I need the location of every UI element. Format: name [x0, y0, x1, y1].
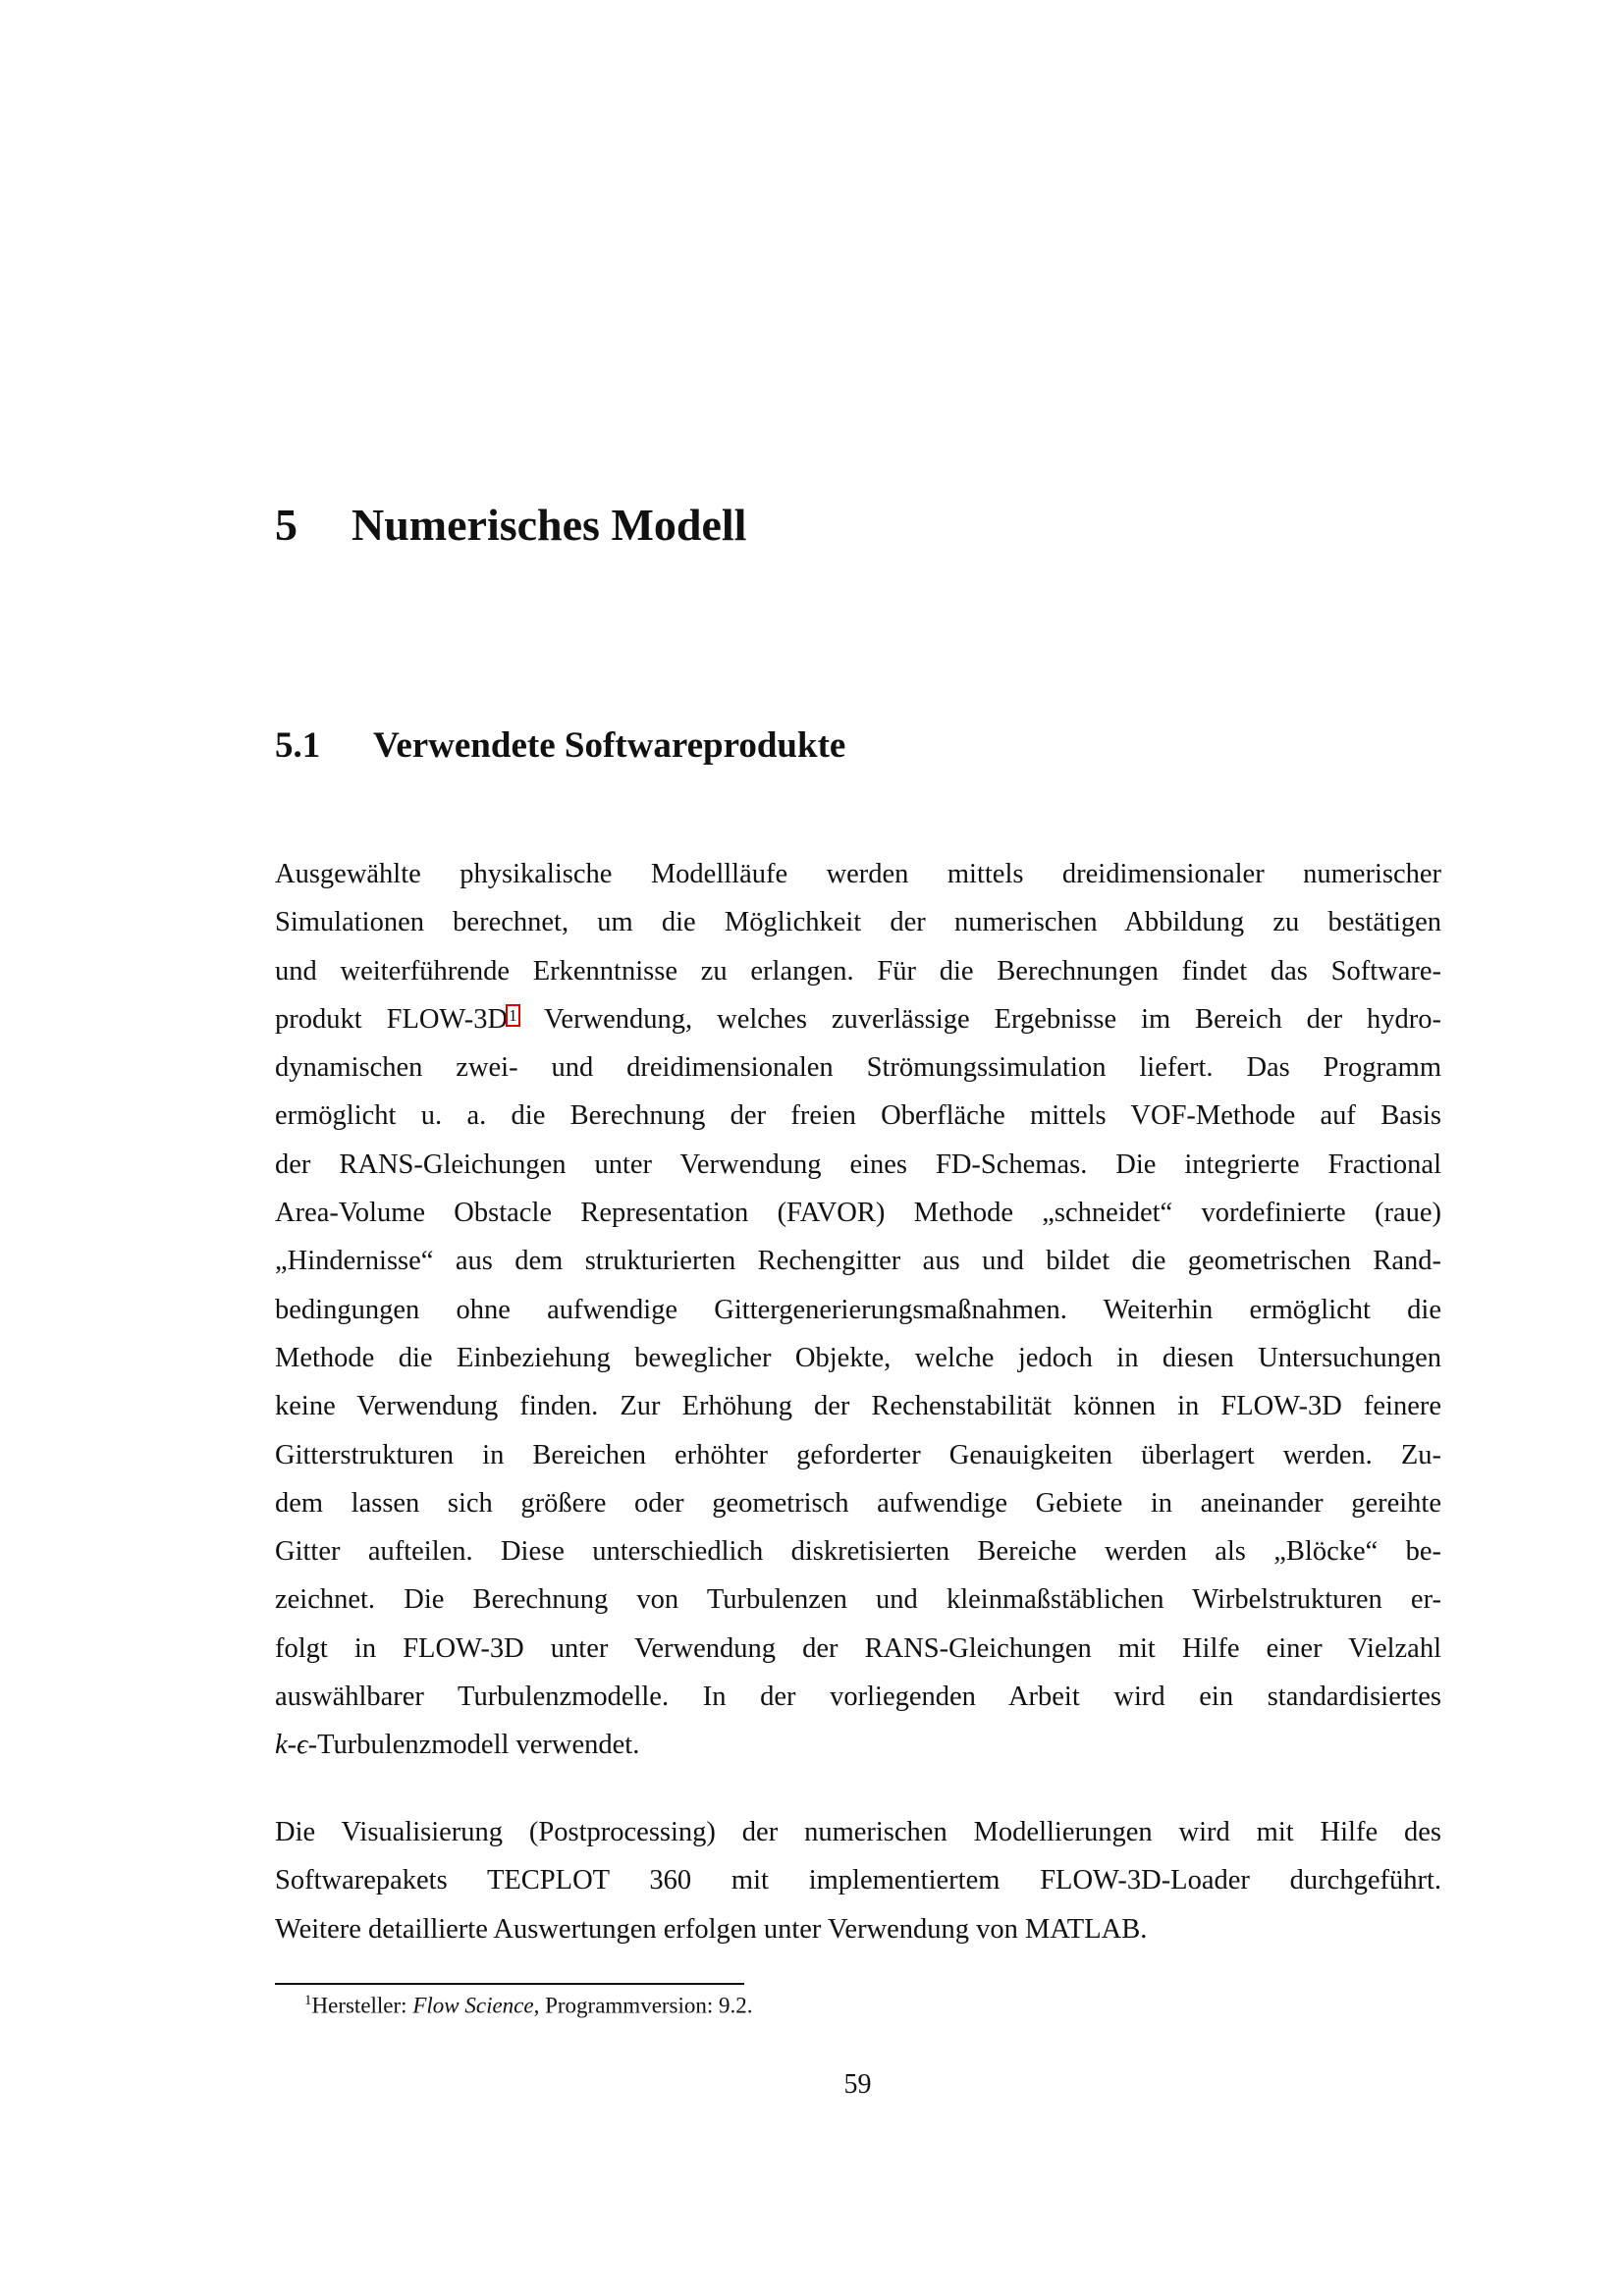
text-line: Methode die Einbeziehung beweglicher Objekte, welche jedoch in diesen Untersuchungen — [275, 1342, 1441, 1373]
text-line: der RANS-Gleichungen unter Verwendung eines FD-Schemas. Die integrierte Fractional — [275, 1148, 1441, 1180]
text-line: Ausgewählte physikalische Modellläufe werden mittels dreidimensionaler numerischer — [275, 859, 1441, 889]
footnote-rule — [275, 1983, 744, 1985]
text-line: „Hindernisse“ aus dem strukturierten Rechengitter aus und bildet die geometrischen Rand- — [275, 1246, 1441, 1277]
text-line: Weitere detaillierte Auswertungen erfolgen unter Verwendung von MATLAB. — [275, 1913, 1148, 1945]
text-line: keine Verwendung finden. Zur Erhöhung der Rechenstabilität können in FLOW-3D feinere — [275, 1391, 1441, 1422]
text-line: bedingungen ohne aufwendige Gittergenerierungsmaßnahmen. Weiterhin ermöglicht die — [275, 1294, 1441, 1325]
page-number: 59 — [843, 2069, 872, 2100]
text-line — [275, 1721, 1441, 1769]
text-line: Die Visualisierung (Postprocessing) der numerischen Modellierungen wird mit Hilfe des — [275, 1817, 1441, 1847]
paragraph-1 — [275, 850, 1441, 1770]
text-segment: produkt FLOW-3D — [275, 1003, 509, 1035]
text-segment: Verwendung, welches zuverlässige Ergebnisse im Bereich der hydro- — [519, 1003, 1441, 1035]
footnote — [304, 1993, 753, 2019]
text-line-with-footnote — [275, 995, 1441, 1043]
text-line: Gitter aufteilen. Diese unterschiedlich diskretisierten Bereiche werden als „Blöcke“ be- — [275, 1536, 1441, 1568]
text-line: Gitterstrukturen in Bereichen erhöhter geforderter Genauigkeiten überlagert werden. Zu- — [275, 1439, 1441, 1470]
text-line: Simulationen berechnet, um die Möglichkeit der numerischen Abbildung zu bestätigen — [275, 907, 1441, 938]
footnote-italic: Flow Science — [412, 1993, 534, 2018]
text-line: dynamischen zwei- und dreidimensionalen Strömungssimulation liefert. Das Programm — [275, 1052, 1441, 1084]
math-k: k — [275, 1730, 288, 1761]
section-title: Verwendete Softwareprodukte — [373, 725, 846, 766]
text-line: zeichnet. Die Berechnung von Turbulenzen und kleinmaßstäblichen Wirbelstrukturen er- — [275, 1584, 1441, 1616]
paragraph-2 — [275, 1808, 1441, 1953]
text-line: folgt in FLOW-3D unter Verwendung der RANS-Gleichungen mit Hilfe einer Vielzahl — [275, 1632, 1441, 1664]
text-line: Area-Volume Obstacle Representation (FAVOR) Methode „schneidet“ vordefinierte (raue) — [275, 1198, 1441, 1229]
text-line: auswählbarer Turbulenzmodelle. In der vorliegenden Arbeit wird ein standardisiertes — [275, 1682, 1441, 1713]
math-epsilon: ϵ — [297, 1730, 308, 1761]
section-number: 5.1 — [275, 725, 321, 766]
text-line: ermöglicht u. a. die Berechnung der freien Oberfläche mittels VOF-Methode auf Basis — [275, 1100, 1441, 1132]
text-segment: -Turbulenzmodell verwendet. — [307, 1730, 640, 1761]
footnote-text: , Programmversion: 9.2. — [533, 1993, 753, 2018]
footnote-marker: 1 — [304, 1993, 312, 2008]
text-line: und weiterführende Erkenntnisse zu erlangen. Für die Berechnungen findet das Software- — [275, 955, 1441, 987]
text-line: dem lassen sich größere oder geometrisch aufwendige Gebiete in aneinander gereihte — [275, 1487, 1441, 1519]
chapter-number: 5 — [275, 500, 298, 550]
text-line: Softwarepakets TECPLOT 360 mit implementiertem FLOW-3D-Loader durchgeführt. — [275, 1865, 1441, 1896]
chapter-title: Numerisches Modell — [352, 500, 747, 550]
footnote-text: Hersteller: — [311, 1993, 413, 2018]
footnote-link[interactable]: 1 — [509, 1005, 517, 1025]
text-segment: - — [287, 1730, 298, 1761]
